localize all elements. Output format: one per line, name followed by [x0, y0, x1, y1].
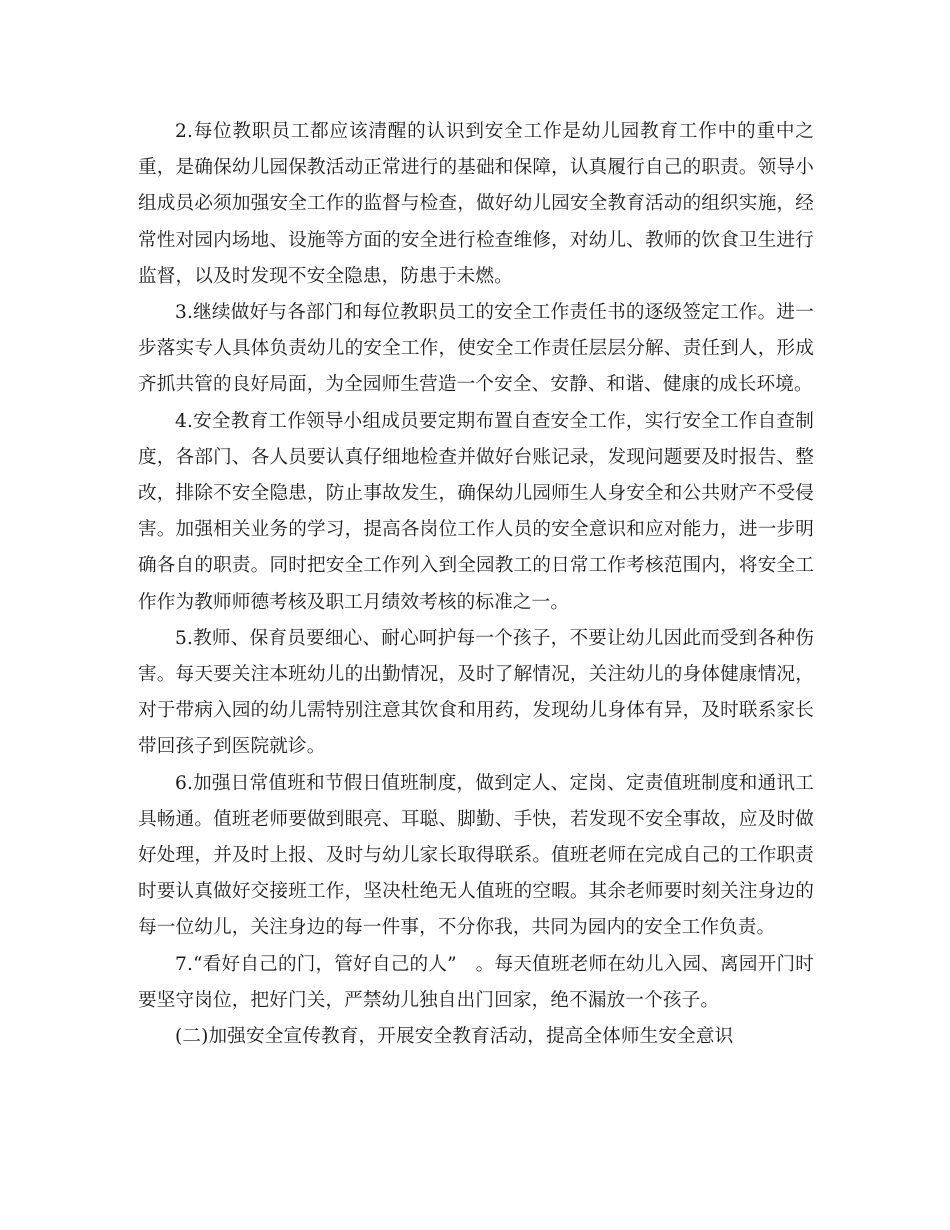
- document-body: [138, 114, 814, 1055]
- paragraph-item-5: 5.教师、保育员要细心、耐心呵护每一个孩子，不要让幼儿因此而受到各种伤害。每天要关注本班幼儿的出勤情况，及时了解情况，关注幼儿的身体健康情况，对于带病入园的幼儿需特别注意其饮食和用药，发现幼儿身体有异，及时联系家长带回孩子到医院就诊。: [138, 627, 814, 758]
- section-heading-2: (二)加强安全宣传教育，开展安全教育活动，提高全体师生安全意识: [175, 1026, 734, 1048]
- paragraph-item-4: 4.安全教育工作领导小组成员要定期布置自查安全工作，实行安全工作自查制度，各部门、各人员要认真仔细地检查并做好台账记录，发现问题要及时报告、整改，排除不安全隐患，防止事故发生，确保幼儿园师生人身安全和公共财产不受侵害。加强相关业务的学习，提高各岗位工作人员的安全意识和应对能力，进一步明确各自的职责。同时把安全工作列入到全园教工的日常工作考核范围内，将安全工作作为教师师德考核及职工月绩效考核的标准之一。: [138, 410, 814, 613]
- paragraph-item-2: 2.每位教职员工都应该清醒的认识到安全工作是幼儿园教育工作中的重中之重，是确保幼儿园保教活动正常进行的基础和保障，认真履行自己的职责。领导小组成员必须加强安全工作的监督与检查，做好幼儿园安全教育活动的组织实施，经常性对园内场地、设施等方面的安全进行检查维修，对幼儿、教师的饮食卫生进行监督，以及时发现不安全隐患，防患于未燃。: [138, 121, 814, 287]
- paragraph-item-7: 7.“看好自己的门，管好自己的人” 。每天值班老师在幼儿入园、离园开门时要坚守岗位，把好门关，严禁幼儿独自出门回家，绝不漏放一个孩子。: [138, 953, 814, 1011]
- paragraph-item-6: 6.加强日常值班和节假日值班制度，做到定人、定岗、定责值班制度和通讯工具畅通。值班老师要做到眼亮、耳聪、脚勤、手快，若发现不安全事故，应及时做好处理，并及时上报、及时与幼儿家长取得联系。值班老师在完成自己的工作职责时要认真做好交接班工作，坚决杜绝无人值班的空暇。其余老师要时刻关注身边的每一位幼儿，关注身边的每一件事，不分你我，共同为园内的安全工作负责。: [138, 772, 814, 939]
- paragraph-item-3: 3.继续做好与各部门和每位教职员工的安全工作责任书的逐级签定工作。进一步落实专人具体负责幼儿的安全工作，使安全工作责任层层分解、责任到人，形成齐抓共管的良好局面，为全园师生营造一个安全、安静、和谐、健康的成长环境。: [138, 302, 814, 396]
